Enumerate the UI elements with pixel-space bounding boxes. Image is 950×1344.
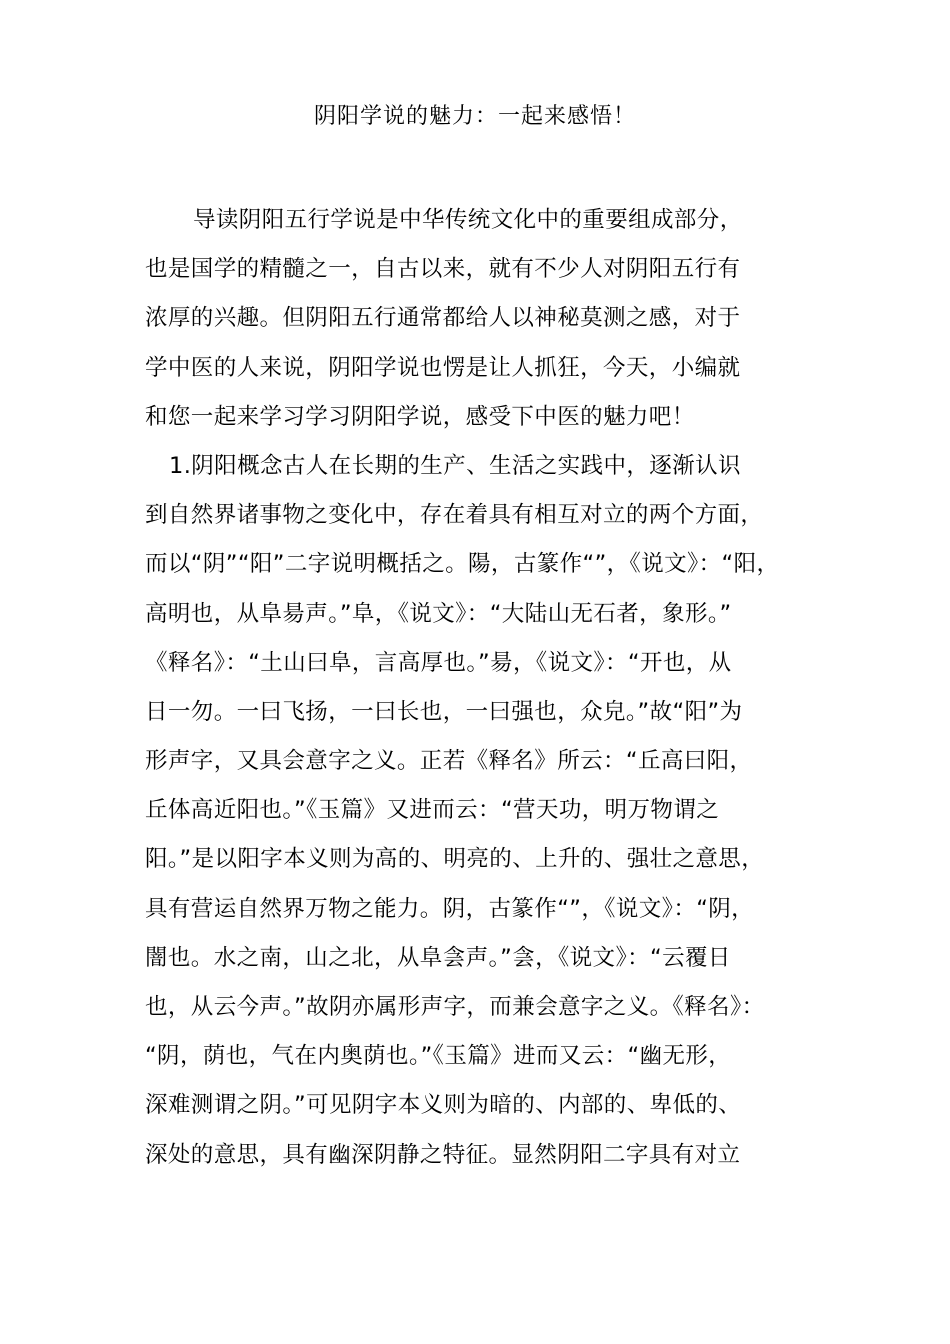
body-line: 阳。”是以阳字本义则为高的、明亮的、上升的、强壮之意思， bbox=[145, 846, 765, 873]
body-line: 深处的意思，具有幽深阴静之特征。显然阴阳二字具有对立 bbox=[145, 1141, 741, 1168]
body-line: 丘体高近阳也。”《玉篇》又进而云：“营天功，明万物谓之 bbox=[145, 797, 720, 824]
body-line: 学中医的人来说，阴阳学说也愣是让人抓狂，今天，小编就 bbox=[145, 354, 741, 381]
body-line: 《释名》：“土山曰阜，言高厚也。”昜，《说文》：“开也，从 bbox=[145, 649, 732, 676]
body-line: 日一勿。一曰飞扬，一曰长也，一曰强也，众皃。”故“阳”为 bbox=[145, 698, 743, 725]
body-line: 到自然界诸事物之变化中，存在着具有相互对立的两个方面， bbox=[145, 502, 764, 529]
body-line: 形声字，又具会意字之义。正若《释名》所云：“丘高曰阳， bbox=[145, 748, 753, 775]
body-line: 也，从云今声。”故阴亦属形声字，而兼会意字之义。《释名》： bbox=[145, 994, 765, 1020]
body-line: 浓厚的兴趣。但阴阳五行通常都给人以神秘莫测之感，对于 bbox=[145, 305, 741, 332]
document-title: 阴阳学说的魅力：一起来感悟！ bbox=[313, 104, 636, 129]
body-line: 也是国学的精髓之一，自古以来，就有不少人对阴阳五行有 bbox=[145, 256, 741, 283]
body-line: 1.阴阳概念古人在长期的生产、生活之实践中，逐渐认识 bbox=[169, 452, 741, 479]
body-line: 而以“阴”“阳”二字说明概括之。陽，古篆作“”，《说文》：“阳， bbox=[145, 551, 780, 578]
body-line: 深难测谓之阴。”可见阴字本义则为暗的、内部的、卑低的、 bbox=[145, 1092, 742, 1119]
body-line: 闇也。水之南，山之北，从阜侌声。”侌，《说文》：“云覆日 bbox=[145, 944, 731, 971]
body-line: 具有营运自然界万物之能力。阴，古篆作“”，《说文》：“阴， bbox=[145, 895, 755, 922]
body-line: “阴，荫也，气在内奥荫也。”《玉篇》进而又云：“幽无形， bbox=[145, 1043, 732, 1070]
body-line: 高明也，从阜昜声。”阜，《说文》：“大陆山无石者，象形。” bbox=[145, 600, 732, 627]
body-line: 导读阴阳五行学说是中华传统文化中的重要组成部分， bbox=[193, 207, 743, 233]
body-line: 和您一起来学习学习阴阳学说，感受下中医的魅力吧！ bbox=[145, 403, 695, 430]
document-body bbox=[145, 196, 845, 1180]
